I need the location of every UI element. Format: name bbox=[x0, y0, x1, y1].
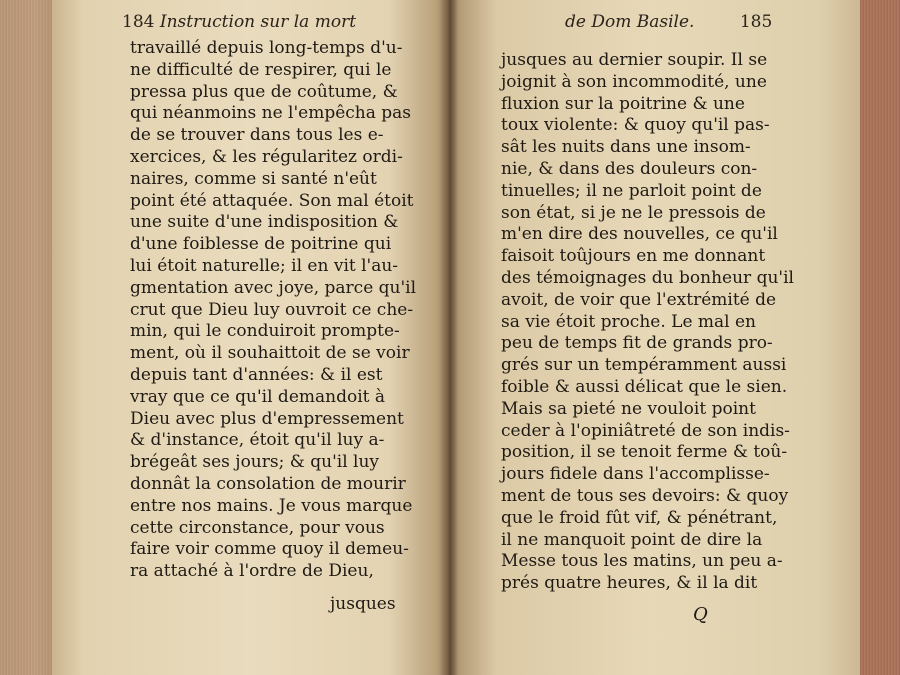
text-line: toux violente: & quoy qu'il pas- bbox=[501, 115, 770, 136]
text-line: position, il se tenoit ferme & toû- bbox=[501, 442, 788, 463]
text-line: xercices, & les régularitez ordi- bbox=[130, 146, 403, 167]
right-page bbox=[448, 0, 860, 675]
text-line: m'en dire des nouvelles, ce qu'il bbox=[501, 224, 778, 245]
text-line: de se trouver dans tous les e- bbox=[130, 125, 384, 146]
left-page bbox=[52, 0, 448, 675]
right-running-title: de Dom Basile. bbox=[565, 12, 695, 32]
text-line: qui néanmoins ne l'empêcha pas bbox=[130, 103, 412, 124]
text-line: sât les nuits dans une insom- bbox=[501, 137, 751, 158]
text-line: ment, où il souhaittoit de se voir bbox=[130, 343, 410, 364]
text-line: travaillé depuis long-temps d'u- bbox=[130, 38, 403, 58]
text-line: que le froid fût vif, & pénétrant, bbox=[501, 507, 778, 528]
text-line: gmentation avec joye, parce qu'il bbox=[130, 277, 417, 298]
text-line: faire voir comme quoy il demeu- bbox=[130, 539, 409, 560]
text-line: point été attaquée. Son mal étoit bbox=[130, 190, 414, 211]
text-line: nie, & dans des douleurs con- bbox=[501, 158, 758, 179]
text-line: sa vie étoit proche. Le mal en bbox=[501, 311, 757, 332]
text-line: donnât la consolation de mourir bbox=[130, 473, 406, 494]
text-line: fluxion sur la poitrine & une bbox=[501, 93, 745, 114]
text-line: Mais sa pieté ne vouloit point bbox=[501, 398, 756, 419]
left-running-title: Instruction sur la mort bbox=[159, 12, 357, 32]
text-line: faisoit toûjours en me donnant bbox=[501, 246, 766, 267]
right-page-number: 185 bbox=[739, 12, 773, 32]
text-line: vray que ce qu'il demandoit à bbox=[130, 386, 386, 407]
text-line: ra attaché à l'ordre de Dieu, bbox=[130, 561, 374, 582]
text-line: une suite d'une indisposition & bbox=[130, 212, 399, 233]
book-gutter bbox=[440, 0, 458, 675]
text-line: avoit, de voir que l'extrémité de bbox=[501, 289, 777, 310]
text-line: tinuelles; il ne parloit point de bbox=[501, 180, 762, 201]
text-line: cette circonstance, pour vous bbox=[130, 517, 385, 538]
text-line: son état, si je ne le pressois de bbox=[501, 202, 766, 223]
text-line: pressa plus que de coûtume, & bbox=[130, 81, 398, 102]
right-page-edges bbox=[858, 0, 900, 675]
text-line: joignit à son incommodité, une bbox=[501, 71, 767, 92]
text-line: jours fidele dans l'accomplisse- bbox=[501, 464, 770, 485]
text-line: Messe tous les matins, un peu a- bbox=[501, 551, 783, 572]
text-line: lui étoit naturelle; il en vit l'au- bbox=[130, 255, 399, 276]
text-line: des témoignages du bonheur qu'il bbox=[501, 267, 794, 288]
text-line: min, qui le conduiroit prompte- bbox=[130, 321, 400, 342]
left-page-text bbox=[130, 38, 448, 583]
text-line: naires, comme si santé n'eût bbox=[130, 168, 377, 189]
left-page-edges bbox=[0, 0, 56, 675]
text-line: prés quatre heures, & il la dit bbox=[501, 573, 758, 594]
text-line: Dieu avec plus d'empressement bbox=[130, 408, 404, 429]
text-line: & d'instance, étoit qu'il luy a- bbox=[130, 430, 385, 451]
text-line: il ne manquoit point de dire la bbox=[501, 529, 763, 550]
signature-mark: Q bbox=[693, 604, 708, 625]
left-page-number: 184 bbox=[122, 12, 155, 32]
text-line: d'une foiblesse de poitrine qui bbox=[130, 234, 392, 255]
text-line: ceder à l'opiniâtreté de son indis- bbox=[501, 420, 790, 441]
text-line: ment de tous ses devoirs: & quoy bbox=[501, 485, 789, 506]
left-catchword: jusques bbox=[330, 594, 396, 614]
left-running-head bbox=[122, 12, 356, 32]
text-line: foible & aussi délicat que le sien. bbox=[501, 376, 788, 397]
text-line: jusques au dernier soupir. Il se bbox=[501, 50, 768, 70]
text-line: brégeât ses jours; & qu'il luy bbox=[130, 452, 380, 473]
text-line: peu de temps fit de grands pro- bbox=[501, 333, 773, 354]
text-line: depuis tant d'années: & il est bbox=[130, 364, 383, 385]
text-line: crut que Dieu luy ouvroit ce che- bbox=[130, 299, 414, 320]
text-line: grés sur un tempéramment aussi bbox=[501, 355, 787, 376]
right-running-head bbox=[565, 12, 772, 32]
right-page-text bbox=[501, 50, 831, 595]
text-line: ne difficulté de respirer, qui le bbox=[130, 59, 392, 80]
text-line: entre nos mains. Je vous marque bbox=[130, 495, 413, 516]
